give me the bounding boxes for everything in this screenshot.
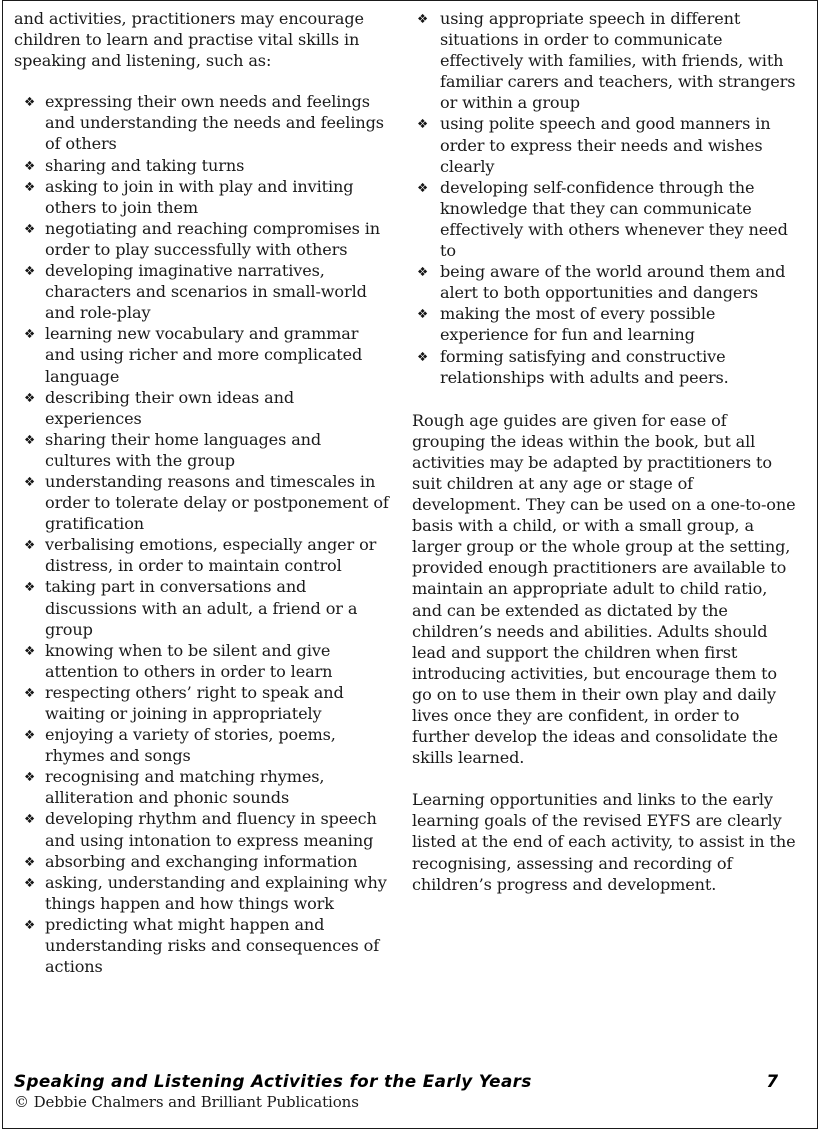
list-item-label: developing self-confidence through the knowledge that they can communicate effectively with others whenever they need to [440,177,788,261]
diamond-bullet-icon: ❖ [24,157,36,173]
list-item-label: negotiating and reaching compromises in order to play successfully with others [45,218,381,259]
list-item [14,914,389,977]
diamond-bullet-icon: ❖ [24,684,36,700]
diamond-bullet-icon: ❖ [24,874,36,890]
list-item [14,471,389,534]
footer-book-title: Speaking and Listening Activities for the Early Years [14,1071,532,1091]
list-item [14,91,389,154]
diamond-bullet-icon: ❖ [24,853,36,869]
diamond-bullet-icon: ❖ [24,727,36,743]
body-paragraph-age-guides: Rough age guides are given for ease of grouping the ideas within the book, but all activities may be adapted by practitioners to suit children at any age or stage of development. They can be used on a one-to-one basis with a child, or with a small group, a larger group or the whole group at the setting, provided enough practitioners are available to maintain an appropriate adult to child ratio, and can be extended as dictated by the children’s needs and abilities. Adults should lead and support the children when first introducing activities, but encourage them to go on to use them in their own play and daily lives once they are confident, in order to further develop the ideas and consolidate the skills learned. [412,410,796,768]
list-item [14,534,389,576]
list-item-label: recognising and matching rhymes, alliteration and phonic sounds [45,767,325,808]
list-item-label: sharing and taking turns [45,155,245,175]
list-item [14,682,389,724]
list-item [14,576,389,639]
list-item [14,808,389,850]
page-number: 7 [766,1071,778,1091]
diamond-bullet-icon: ❖ [24,220,36,236]
list-item-label: making the most of every possible experience for fun and learning [440,304,716,345]
list-item-label: asking to join in with play and inviting others to join them [45,176,354,217]
diamond-bullet-icon: ❖ [24,94,36,110]
list-item [14,429,389,471]
list-item-label: predicting what might happen and understanding risks and consequences of actions [45,914,380,977]
paragraph-spacer [412,388,798,410]
list-item-label: knowing when to be silent and give attention to others in order to learn [45,640,333,681]
list-item-label: asking, understanding and explaining why things happen and how things work [45,872,387,913]
list-item [14,640,389,682]
list-item [14,724,389,766]
list-item [14,323,389,386]
list-item [412,8,798,113]
list-item [14,851,389,872]
list-item-label: developing rhythm and fluency in speech and using intonation to express meaning [45,809,377,850]
diamond-bullet-icon: ❖ [417,11,429,26]
diamond-bullet-icon: ❖ [24,769,36,785]
list-item-label: verbalising emotions, especially anger or distress, in order to maintain control [45,535,377,576]
list-item [412,261,798,303]
list-item-label: expressing their own needs and feelings and understanding the needs and feelings of others [45,92,384,154]
page-footer [14,1071,804,1117]
footer-copyright-line: © Debbie Chalmers and Brilliant Publications [14,1093,359,1111]
list-item-label: using appropriate speech in different situations in order to communicate effectively with families, with friends, with familiar carers and teachers, with strangers or within a group [440,9,796,113]
intro-paragraph: and activities, practitioners may encourage children to learn and practise vital skills in speaking and listening, such as: [14,9,364,71]
diamond-bullet-icon: ❖ [24,916,36,932]
list-item-label: taking part in conversations and discussions with an adult, a friend or a group [45,577,358,639]
body-paragraph-learning-opportunities: Learning opportunities and links to the early learning goals of the revised EYFS are clearly listed at the end of each activity, to assist in the recognising, assessing and recording of children’s progress and development. [412,790,796,894]
diamond-bullet-icon: ❖ [24,473,36,489]
list-item [14,218,389,260]
list-item-label: using polite speech and good manners in order to express their needs and wishes clearly [440,114,771,176]
list-item [14,176,389,218]
diamond-bullet-icon: ❖ [417,116,429,132]
diamond-bullet-icon: ❖ [417,179,429,195]
diamond-bullet-icon: ❖ [24,811,36,827]
diamond-bullet-icon: ❖ [417,306,429,322]
list-item-label: enjoying a variety of stories, poems, rhymes and songs [45,725,336,766]
diamond-bullet-icon: ❖ [24,537,36,553]
list-item-label: sharing their home languages and cultures with the group [45,429,322,470]
diamond-bullet-icon: ❖ [24,326,36,342]
list-item-label: describing their own ideas and experiences [45,387,295,428]
diamond-bullet-icon: ❖ [417,264,429,280]
list-item-label: developing imaginative narratives, characters and scenarios in small-world and role-play [45,261,367,323]
diamond-bullet-icon: ❖ [24,178,36,194]
left-column-bullet-list [14,91,389,977]
list-item [14,387,389,429]
list-item-label: learning new vocabulary and grammar and using richer and more complicated language [45,324,363,386]
list-item-label: absorbing and exchanging information [45,851,358,871]
diamond-bullet-icon: ❖ [24,642,36,658]
list-item-label: being aware of the world around them and alert to both opportunities and dangers [440,262,786,303]
diamond-bullet-icon: ❖ [24,579,36,595]
list-item [14,766,389,808]
list-item-label: forming satisfying and constructive relationships with adults and peers. [440,346,729,387]
list-item-label: understanding reasons and timescales in order to tolerate delay or postponement of gratification [45,471,389,534]
list-item [412,113,798,176]
list-item-label: respecting others’ right to speak and waiting or joining in appropriately [45,682,344,723]
right-column [405,0,820,895]
diamond-bullet-icon: ❖ [24,431,36,447]
list-item [14,155,389,176]
list-item [412,177,798,261]
diamond-bullet-icon: ❖ [24,389,36,405]
list-item [14,260,389,323]
diamond-bullet-icon: ❖ [24,263,36,279]
list-item [412,346,798,388]
list-item [14,872,389,914]
diamond-bullet-icon: ❖ [417,348,429,364]
left-column [0,0,405,977]
list-item [412,303,798,345]
right-column-bullet-list [412,8,798,388]
